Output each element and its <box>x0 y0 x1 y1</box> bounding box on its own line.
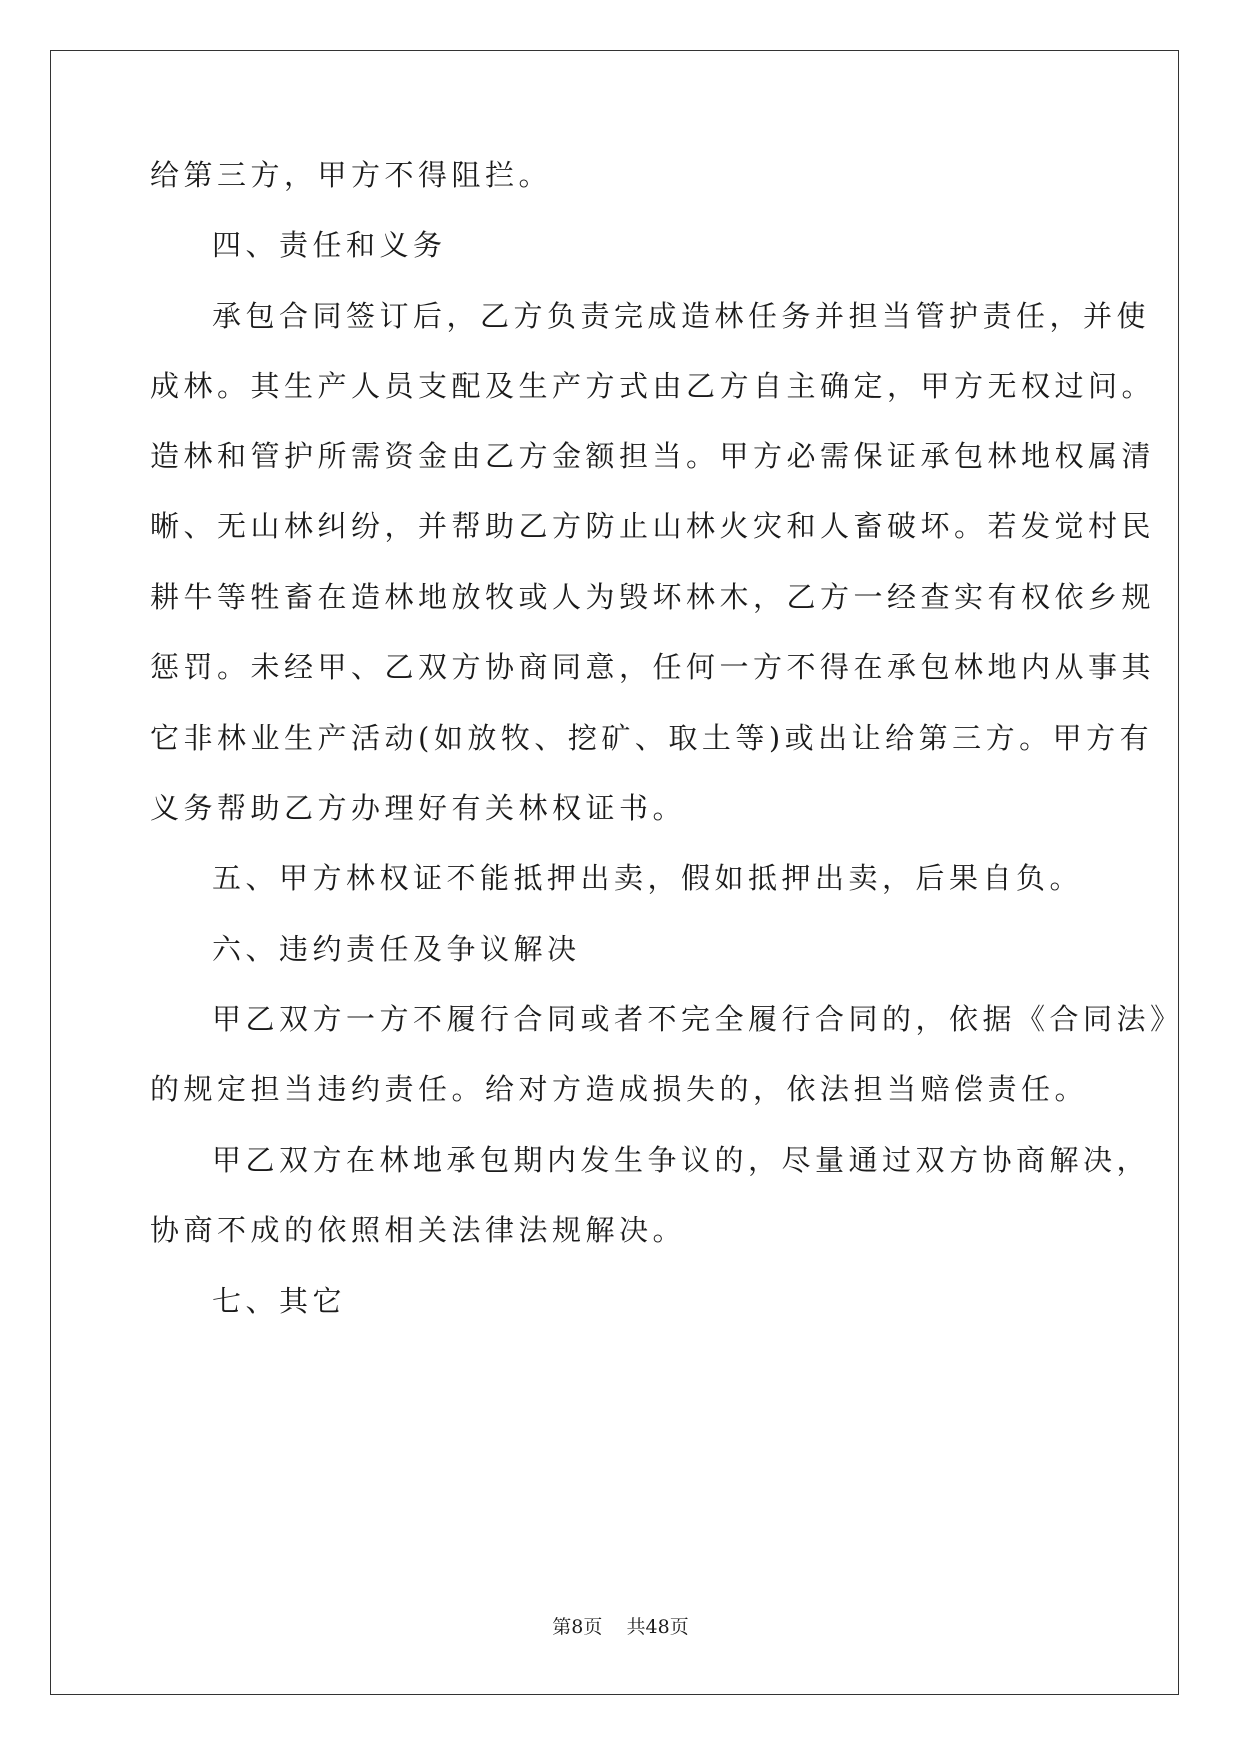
text-line: 的规定担当违约责任。给对方造成损失的，依法担当赔偿责任。 <box>150 1072 1089 1106</box>
text-line: 晰、无山林纠纷，并帮助乙方防止山林火灾和人畜破坏。若发觉村民 <box>150 509 1156 543</box>
text-line: 甲乙双方一方不履行合同或者不完全履行合同的，依据《合同法》 <box>212 1002 1184 1036</box>
text-line: 耕牛等牲畜在造林地放牧或人为毁坏林木，乙方一经查实有权依乡规 <box>150 580 1156 614</box>
text-line: 惩罚。未经甲、乙双方协商同意，任何一方不得在承包林地内从事其 <box>150 650 1156 684</box>
section-heading: 七、其它 <box>212 1284 347 1318</box>
page-number-footer: 第8页 共48页 <box>552 1616 689 1638</box>
text-line: 甲乙双方在林地承包期内发生争议的，尽量通过双方协商解决， <box>212 1143 1151 1177</box>
text-line: 协商不成的依照相关法律法规解决。 <box>150 1213 687 1247</box>
text-line: 承包合同签订后，乙方负责完成造林任务并担当管护责任，并使 <box>212 299 1151 333</box>
section-heading: 六、违约责任及争议解决 <box>212 932 581 966</box>
text-line: 义务帮助乙方办理好有关林权证书。 <box>150 791 687 825</box>
text-line: 五、甲方林权证不能抵押出卖，假如抵押出卖，后果自负。 <box>212 861 1084 895</box>
text-line: 它非林业生产活动(如放牧、挖矿、取土等)或出让给第三方。甲方有 <box>150 721 1154 755</box>
text-line: 造林和管护所需资金由乙方金额担当。甲方必需保证承包林地权属清 <box>150 439 1156 473</box>
text-line: 给第三方，甲方不得阻拦。 <box>150 158 553 192</box>
section-heading: 四、责任和义务 <box>212 228 447 262</box>
text-line: 成林。其生产人员支配及生产方式由乙方自主确定，甲方无权过问。 <box>150 369 1156 403</box>
